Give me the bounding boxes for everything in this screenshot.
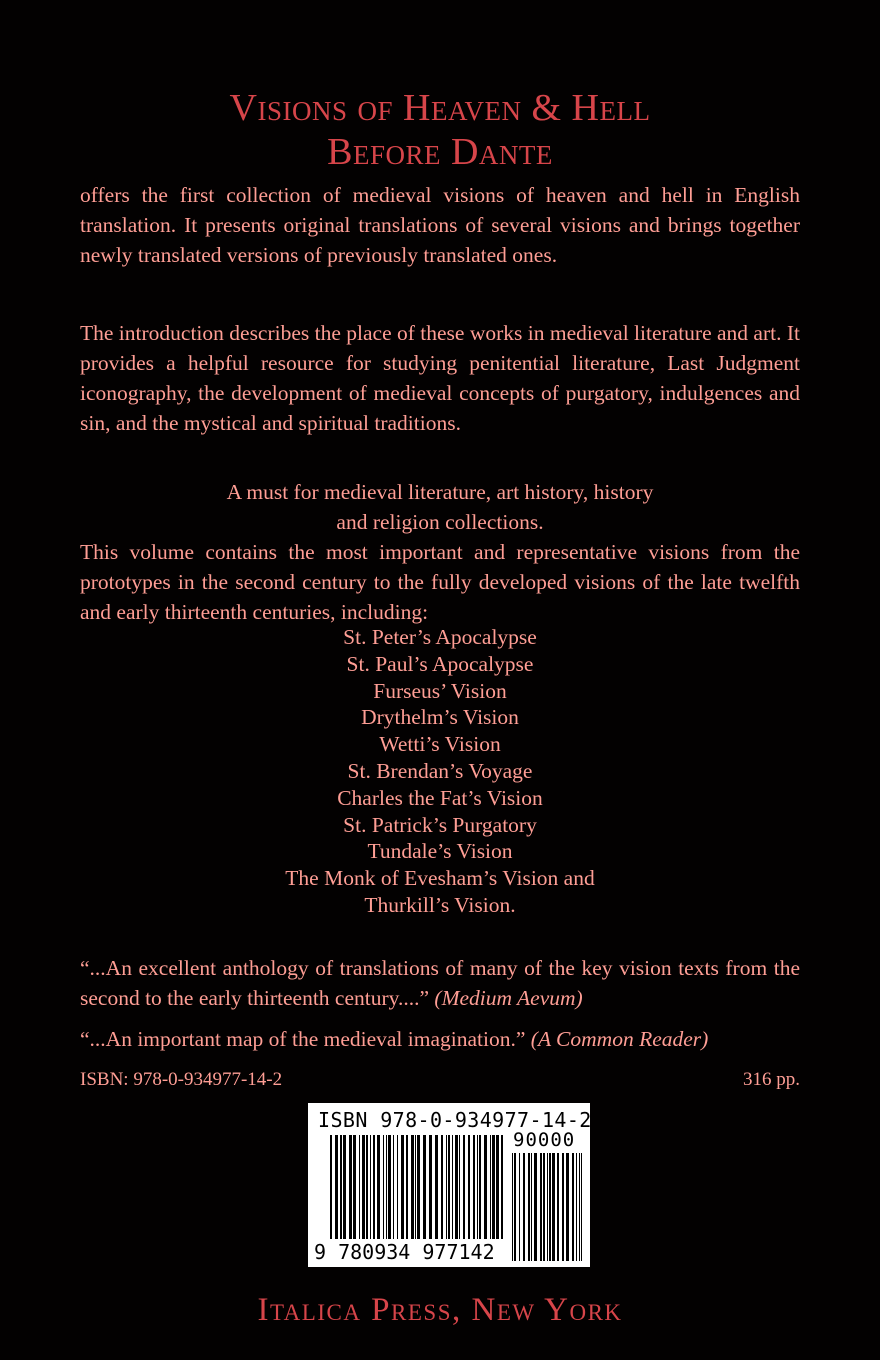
barcode-bar xyxy=(330,1135,332,1239)
barcode-bar xyxy=(343,1135,346,1239)
barcode-bar xyxy=(386,1135,387,1239)
list-item: Furseus’ Vision xyxy=(373,678,507,703)
recommendation-line-1: A must for medieval literature, art history, history xyxy=(226,480,654,504)
recommendation-line-2: and religion collections. xyxy=(336,510,544,534)
barcode-bar xyxy=(417,1135,420,1239)
barcode-bar xyxy=(435,1135,438,1239)
barcode xyxy=(308,1103,590,1267)
barcode-bar xyxy=(366,1135,368,1239)
list-item: Drythelm’s Vision xyxy=(361,705,519,730)
barcode-bar xyxy=(463,1135,465,1239)
book-title-line-1: Visions of Heaven & Hell xyxy=(229,87,651,129)
barcode-bar xyxy=(459,1135,460,1239)
barcode-bar xyxy=(373,1135,375,1239)
barcode-bar xyxy=(490,1135,491,1239)
review-quote-1 xyxy=(80,953,800,1013)
barcode-bar xyxy=(477,1135,478,1239)
list-item: Tundale’s Vision xyxy=(367,839,513,864)
barcode-bar xyxy=(429,1135,432,1239)
book-title-line-2: Before Dante xyxy=(327,131,553,173)
barcode-bar xyxy=(359,1135,360,1239)
barcode-bar xyxy=(441,1135,443,1239)
barcode-bar xyxy=(501,1135,503,1239)
review-quote-2 xyxy=(80,1024,800,1054)
description-paragraph-2: The introduction describes the place of these works in medieval literature and art. It provides a helpful resource for studying penitential literature, Last Judgment iconography, the development of medieval concepts of purgatory, indulgences and sin, and the mystical and spiritual traditions. xyxy=(80,321,800,435)
barcode-bar xyxy=(423,1135,426,1239)
list-item: St. Brendan’s Voyage xyxy=(347,758,533,783)
list-item: St. Patrick’s Purgatory xyxy=(343,812,537,837)
barcode-bar xyxy=(383,1135,384,1239)
recommendation xyxy=(80,477,800,537)
review-quote-source: (A Common Reader) xyxy=(530,1027,709,1051)
description-paragraph-3: This volume contains the most important and representative visions from the prototypes in the second century to the fully developed visions of the late twelfth and early thirteenth centuries, including: xyxy=(80,540,800,624)
review-quote-source: (Medium Aevum) xyxy=(434,986,583,1010)
barcode-bar xyxy=(473,1135,475,1239)
barcode-bar xyxy=(401,1135,404,1239)
barcode-bar xyxy=(393,1135,394,1239)
list-item: St. Paul’s Apocalypse xyxy=(346,651,534,676)
barcode-bar xyxy=(468,1135,470,1239)
barcode-bar xyxy=(370,1135,371,1239)
book-title xyxy=(0,86,880,174)
barcode-bar xyxy=(479,1135,481,1239)
barcode-bar xyxy=(388,1135,391,1239)
barcode-bar xyxy=(448,1135,450,1239)
description-paragraph-1: offers the first collection of medieval visions of heaven and hell in English translation. It presents original translations of several visions and brings together newly translated versions of previously translated ones. xyxy=(80,183,800,267)
barcode-bar xyxy=(452,1135,453,1239)
list-item: The Monk of Evesham’s Vision and xyxy=(285,866,595,891)
barcode-bar xyxy=(406,1135,408,1239)
barcode-bar xyxy=(496,1135,499,1239)
list-item: Wetti’s Vision xyxy=(379,732,501,757)
barcode-isbn-text: ISBN 978-0-934977-14-2 xyxy=(318,1108,592,1132)
page-count: 316 pp. xyxy=(743,1069,800,1090)
barcode-bar xyxy=(335,1135,338,1239)
isbn-label: ISBN: 978-0-934977-14-2 xyxy=(80,1069,283,1090)
barcode-digits: 9 780934 977142 xyxy=(314,1240,495,1264)
visions-list xyxy=(80,624,800,919)
barcode-bar xyxy=(446,1135,447,1239)
barcode-bar xyxy=(397,1135,398,1239)
barcode-bar xyxy=(340,1135,342,1239)
barcode-bar xyxy=(484,1135,487,1239)
barcode-bar xyxy=(492,1135,495,1239)
barcode-bar xyxy=(415,1135,416,1239)
list-item: Charles the Fat’s Vision xyxy=(337,785,543,810)
review-quote-text: “...An important map of the medieval imagination.” xyxy=(80,1027,526,1051)
barcode-price-code: 90000 xyxy=(513,1129,576,1151)
barcode-bar xyxy=(411,1135,414,1239)
barcode-bar xyxy=(362,1135,365,1239)
barcode-bar xyxy=(455,1135,458,1239)
list-item: Thurkill’s Vision. xyxy=(364,892,516,917)
barcode-bar xyxy=(377,1135,380,1239)
publisher-name: Italica Press, New York xyxy=(257,1292,623,1328)
review-quote-text: “...An excellent anthology of translations of many of the key vision texts from the second to the early thirteenth century....” xyxy=(80,956,800,1010)
barcode-bar xyxy=(353,1135,356,1239)
barcode-bar xyxy=(349,1135,352,1239)
list-item: St. Peter’s Apocalypse xyxy=(343,625,537,649)
